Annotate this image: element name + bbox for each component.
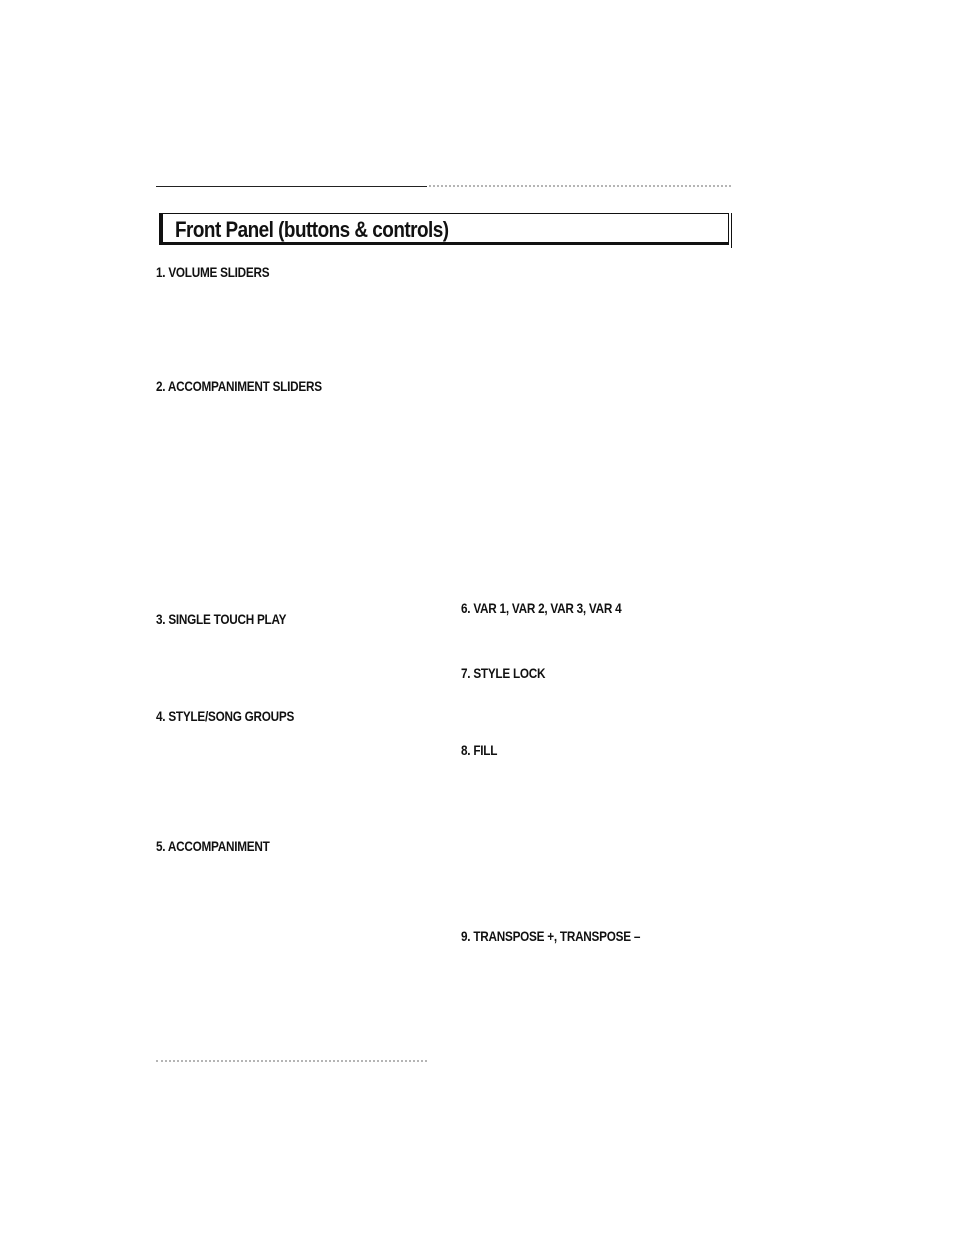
section-heading-volume-sliders: 1. VOLUME SLIDERS (156, 264, 270, 280)
section-heading-var-buttons: 6. VAR 1, VAR 2, VAR 3, VAR 4 (461, 600, 622, 616)
top-solid-rule (156, 186, 427, 187)
section-heading-fill: 8. FILL (461, 742, 498, 758)
title-box (159, 213, 729, 245)
section-heading-single-touch-play: 3. SINGLE TOUCH PLAY (156, 611, 287, 627)
section-heading-transpose: 9. TRANSPOSE +, TRANSPOSE – (461, 928, 641, 944)
page-title: Front Panel (buttons & controls) (175, 217, 449, 242)
section-heading-accompaniment: 5. ACCOMPANIMENT (156, 838, 270, 854)
section-heading-style-song-groups: 4. STYLE/SONG GROUPS (156, 708, 295, 724)
section-heading-accompaniment-sliders: 2. ACCOMPANIMENT SLIDERS (156, 378, 322, 394)
section-heading-style-lock: 7. STYLE LOCK (461, 665, 546, 681)
bottom-dotted-rule (156, 1060, 427, 1062)
top-dotted-rule (429, 185, 731, 187)
